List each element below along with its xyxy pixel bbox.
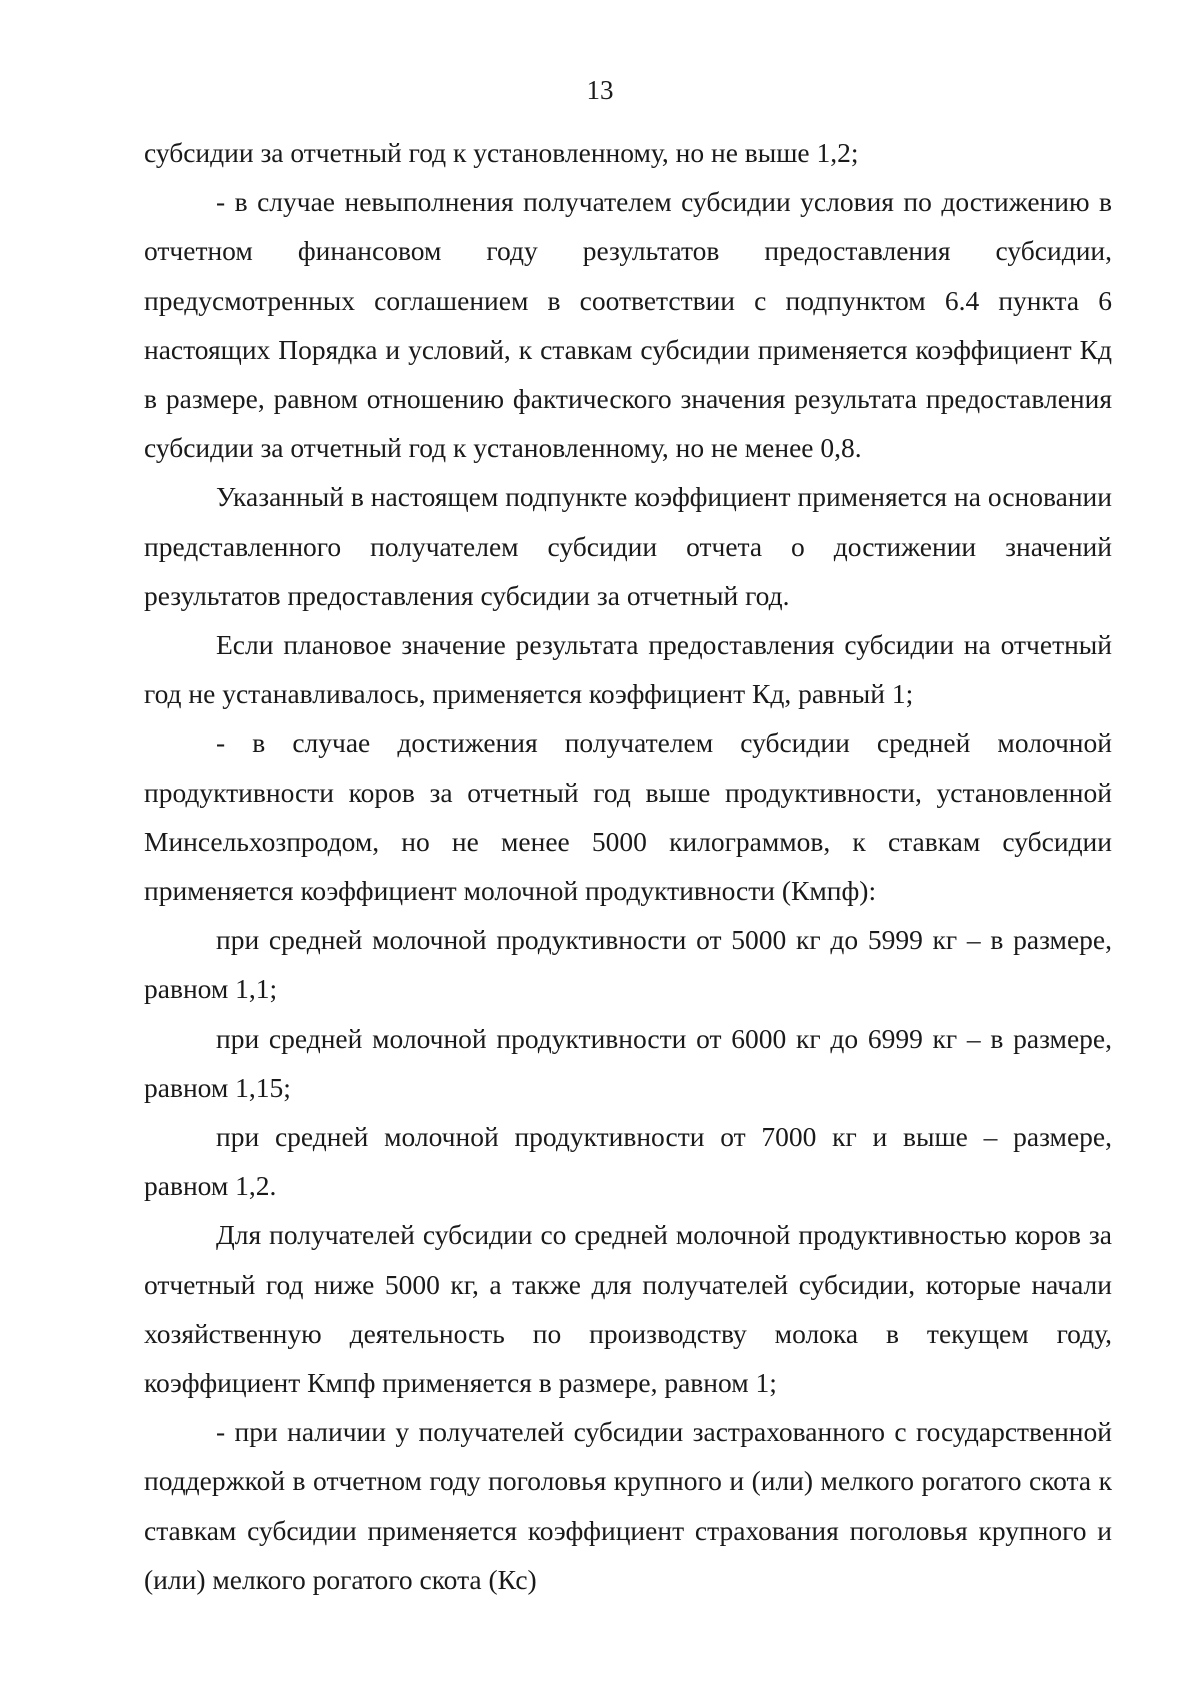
paragraph-kmpf-default: Для получателей субсидии со средней молочной продуктивностью коров за отчетный год ниже 5000 кг, а также для получателей субсидии, которые начали хозяйственную деятельность по производству молока в текущем году, коэффициент Кмпф применяется в размере, равном 1; [144, 1219, 1112, 1399]
paragraph-continuation: субсидии за отчетный год к установленному, но не выше 1,2; [144, 137, 859, 168]
paragraph-kmpf-5000: при средней молочной продуктивности от 5000 кг до 5999 кг – в размере, равном 1,1; [144, 924, 1112, 1005]
page-number: 13 [586, 75, 614, 105]
body-text [144, 128, 1112, 1604]
paragraph-kd-nonfulfillment: - в случае невыполнения получателем субсидии условия по достижению в отчетном финансовом году результатов предоставления субсидии, предусмотренных соглашением в соответствии с подпунктом 6.4 пункта 6 настоящих Порядка и условий, к ставкам субсидии применяется коэффициент Кд в размере, равном отношению фактического значения результата предоставления субсидии за отчетный год к установленному, но не менее 0,8. [144, 186, 1112, 464]
paragraph-insurance-coefficient: - при наличии у получателей субсидии застрахованного с государственной поддержкой в отчетном году поголовья крупного и (или) мелкого рогатого скота к ставкам субсидии применяется коэффициент страхования поголовья крупного и (или) мелкого рогатого скота (Кс) [144, 1416, 1112, 1595]
paragraph-kd-default: Если плановое значение результата предоставления субсидии на отчетный год не устанавливалось, применяется коэффициент Кд, равный 1; [144, 629, 1112, 710]
paragraph-kmpf-6000: при средней молочной продуктивности от 6000 кг до 6999 кг – в размере, равном 1,15; [144, 1022, 1112, 1103]
paragraph-milk-productivity: - в случае достижения получателем субсидии средней молочной продуктивности коров за отчетный год выше продуктивности, установленной Минсельхозпродом, но не менее 5000 килограммов, к ставкам субсидии применяется коэффициент молочной продуктивности (Кмпф): [144, 727, 1112, 907]
paragraph-coefficient-basis: Указанный в настоящем подпункте коэффициент применяется на основании представленного получателем субсидии отчета о достижении значений результатов предоставления субсидии за отчетный год. [144, 481, 1112, 611]
paragraph-kmpf-7000: при средней молочной продуктивности от 7000 кг и выше – размере, равном 1,2. [144, 1121, 1112, 1202]
